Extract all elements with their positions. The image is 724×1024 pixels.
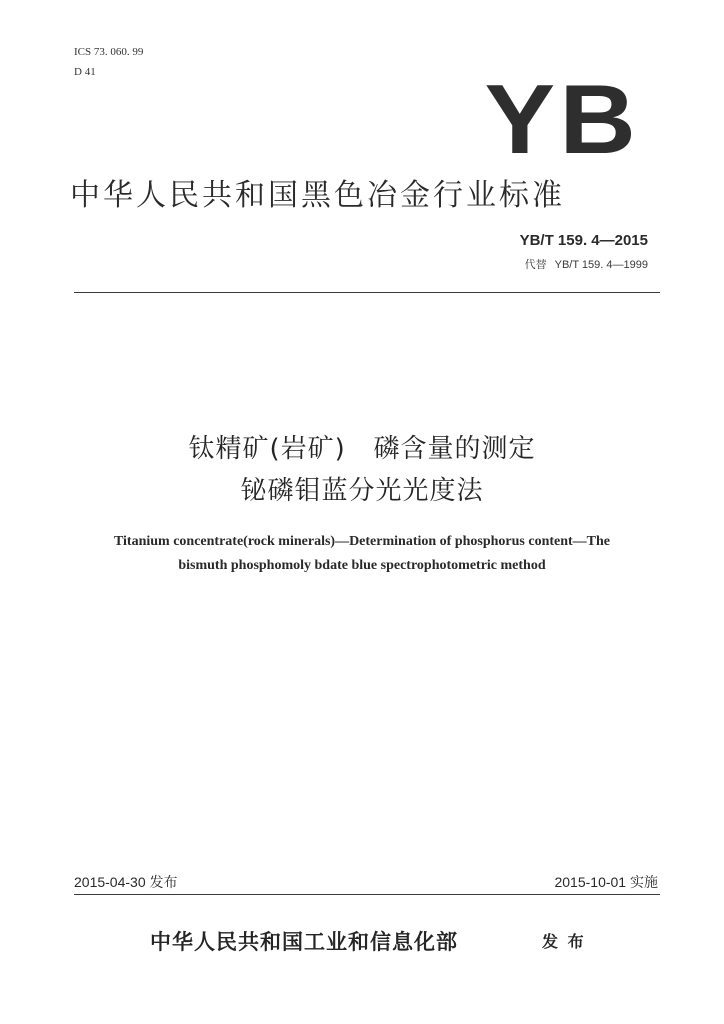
ics-code: ICS 73. 060. 99 <box>74 46 144 58</box>
footer-divider <box>74 894 660 895</box>
publisher-action: 发 布 <box>542 932 586 951</box>
classification-codes <box>74 42 143 82</box>
implementation-date: 2015-10-01 实施 <box>554 874 658 890</box>
replaces-line <box>525 256 648 272</box>
standard-number: YB/T 159. 4—2015 <box>519 232 648 249</box>
english-title-line-2: bismuth phosphomoly bdate blue spectrophotometric method <box>178 558 546 573</box>
chinese-title-line-2: 铋磷钼蓝分光光度法 <box>240 476 484 506</box>
issuer-title: 中华人民共和国黑色冶金行业标准 <box>70 178 565 213</box>
english-title-line-1: Titanium concentrate(rock minerals)—Determination of phosphorus content—The <box>113 534 611 549</box>
replaces-number: YB/T 159. 4—1999 <box>554 259 648 271</box>
publisher-name: 中华人民共和国工业和信息化部 <box>150 930 458 954</box>
ccs-code: D 41 <box>74 66 96 78</box>
header-divider <box>74 292 660 293</box>
chinese-title-line-1: 钛精矿(岩矿) 磷含量的测定 <box>188 434 536 464</box>
replaces-label: 代替 <box>524 259 547 271</box>
publish-date: 2015-04-30 发布 <box>74 874 178 890</box>
yb-logo: YB <box>484 64 640 174</box>
